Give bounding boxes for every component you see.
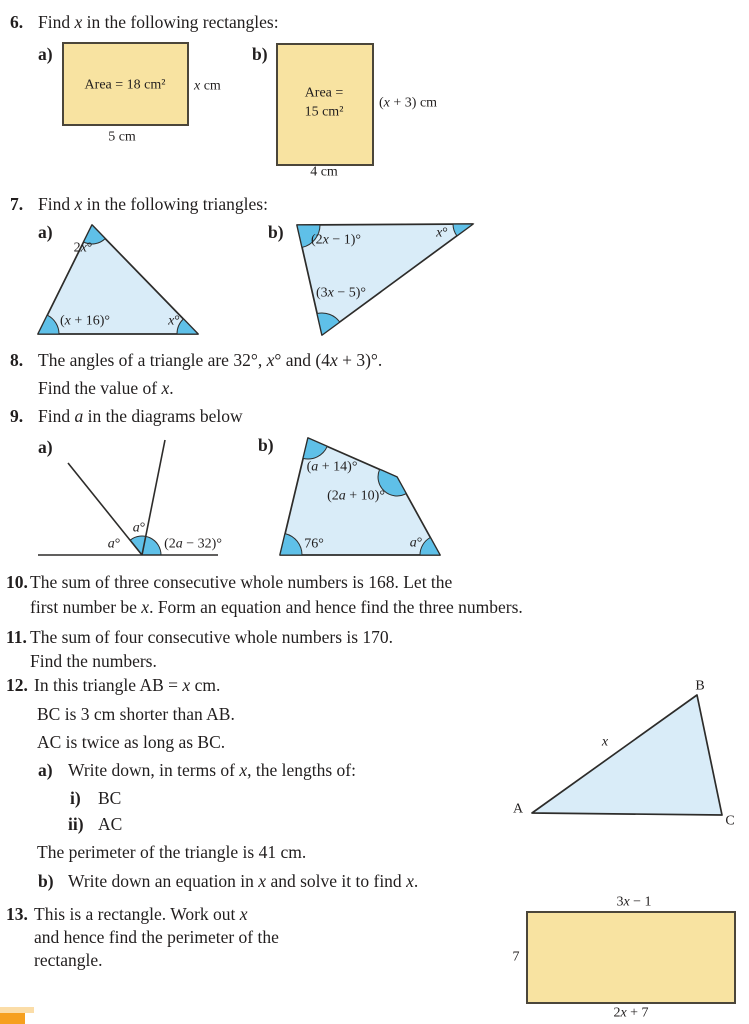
label-6b: b) xyxy=(252,44,268,64)
label-9b: b) xyxy=(258,435,274,455)
angle-arc-7b-topright xyxy=(453,224,473,236)
label-6b-area-line1: Area = xyxy=(304,85,344,101)
label-7b-bottom-angle: (3x − 5)° xyxy=(315,285,367,301)
question-8-line2: Find the value of x. xyxy=(38,378,174,398)
question-13-number: 13. xyxy=(6,904,28,924)
question-13-line3: rectangle. xyxy=(34,950,103,970)
label-12a-i: i) xyxy=(70,788,81,808)
label-7a-top-angle: 2x° xyxy=(73,240,93,256)
label-9a-right-angle: (2a − 32)° xyxy=(164,536,222,552)
question-12a-i-text: BC xyxy=(98,788,122,808)
label-9b-bottomright-angle: a° xyxy=(409,535,423,551)
question-12a-text: Write down, in terms of x, the lengths of: xyxy=(68,760,356,780)
label-9a-left-angle: a° xyxy=(107,536,121,552)
label-9b-top-angle: (a + 14)° xyxy=(306,459,358,475)
label-7b-topleft-angle: (2x − 1)° xyxy=(310,232,362,248)
question-13-line2: and hence find the perimeter of the xyxy=(34,927,279,947)
ray-9a-right xyxy=(142,440,165,555)
label-6b-base: 4 cm xyxy=(310,164,338,180)
triangle-abc-shape xyxy=(532,695,722,815)
label-7b: b) xyxy=(268,222,284,242)
label-12b: b) xyxy=(38,871,54,891)
question-13-line1: This is a rectangle. Work out x xyxy=(34,904,248,924)
page-corner-marker-pale xyxy=(0,1007,34,1013)
question-7-number: 7. xyxy=(10,194,24,214)
label-6a-base: 5 cm xyxy=(108,129,136,145)
label-9b-bottomleft-angle: 76° xyxy=(304,536,324,552)
label-7a: a) xyxy=(38,222,53,242)
ray-9a-left xyxy=(68,463,142,555)
label-6b-area-line2: 15 cm² xyxy=(304,104,344,120)
label-6b-side: (x + 3) cm xyxy=(379,95,438,111)
question-11-line1: The sum of four consecutive whole numbers is 170. xyxy=(30,627,394,647)
question-7-prompt: Find x in the following triangles: xyxy=(38,194,268,214)
question-12a-ii-text: AC xyxy=(98,814,123,834)
label-vertex-b: B xyxy=(695,678,705,694)
question-12-perimeter: The perimeter of the triangle is 41 cm. xyxy=(37,842,307,862)
question-11-line2: Find the numbers. xyxy=(30,651,157,671)
question-10-line1: The sum of three consecutive whole numbers is 168. Let the xyxy=(30,572,453,592)
question-12-line3: AC is twice as long as BC. xyxy=(37,732,226,752)
label-6a: a) xyxy=(38,44,53,64)
question-8-line1: The angles of a triangle are 32°, x° and (4x + 3)°. xyxy=(38,350,383,370)
question-10-number: 10. xyxy=(6,572,28,592)
label-12a-ii: ii) xyxy=(68,814,84,834)
label-side-x: x xyxy=(601,734,609,750)
question-12-line2: BC is 3 cm shorter than AB. xyxy=(37,704,235,724)
question-6-number: 6. xyxy=(10,12,24,32)
label-6a-area: Area = 18 cm² xyxy=(84,77,166,93)
question-12-number: 12. xyxy=(6,675,28,695)
label-vertex-a: A xyxy=(512,801,524,817)
label-9a-mid-angle: a° xyxy=(132,520,146,536)
question-6-prompt: Find x in the following rectangles: xyxy=(38,12,279,32)
question-10-line2: first number be x. Form an equation and hence find the three numbers. xyxy=(30,597,523,617)
question-12-line1: In this triangle AB = x cm. xyxy=(34,675,221,695)
label-7a-bottomleft-angle: (x + 16)° xyxy=(59,313,111,329)
page-corner-marker xyxy=(0,1013,25,1024)
label-vertex-c: C xyxy=(725,813,735,829)
label-13-left: 7 xyxy=(512,949,520,965)
label-13-top: 3x − 1 xyxy=(616,894,652,910)
label-7b-topright-angle: x° xyxy=(436,225,448,241)
question-12b-text: Write down an equation in x and solve it to find x. xyxy=(68,871,419,891)
label-9b-mid-angle: (2a + 10)° xyxy=(327,488,385,504)
question-11-number: 11. xyxy=(6,627,27,647)
label-13-bottom: 2x + 7 xyxy=(613,1005,649,1021)
question-9-number: 9. xyxy=(10,406,24,426)
label-6a-side: x cm xyxy=(194,78,221,94)
question-9-prompt: Find a in the diagrams below xyxy=(38,406,243,426)
rect-13-shape xyxy=(527,912,735,1003)
label-7a-bottomright-angle: x° xyxy=(168,313,180,329)
label-9a: a) xyxy=(38,437,53,457)
label-12a: a) xyxy=(38,760,53,780)
question-8-number: 8. xyxy=(10,350,24,370)
